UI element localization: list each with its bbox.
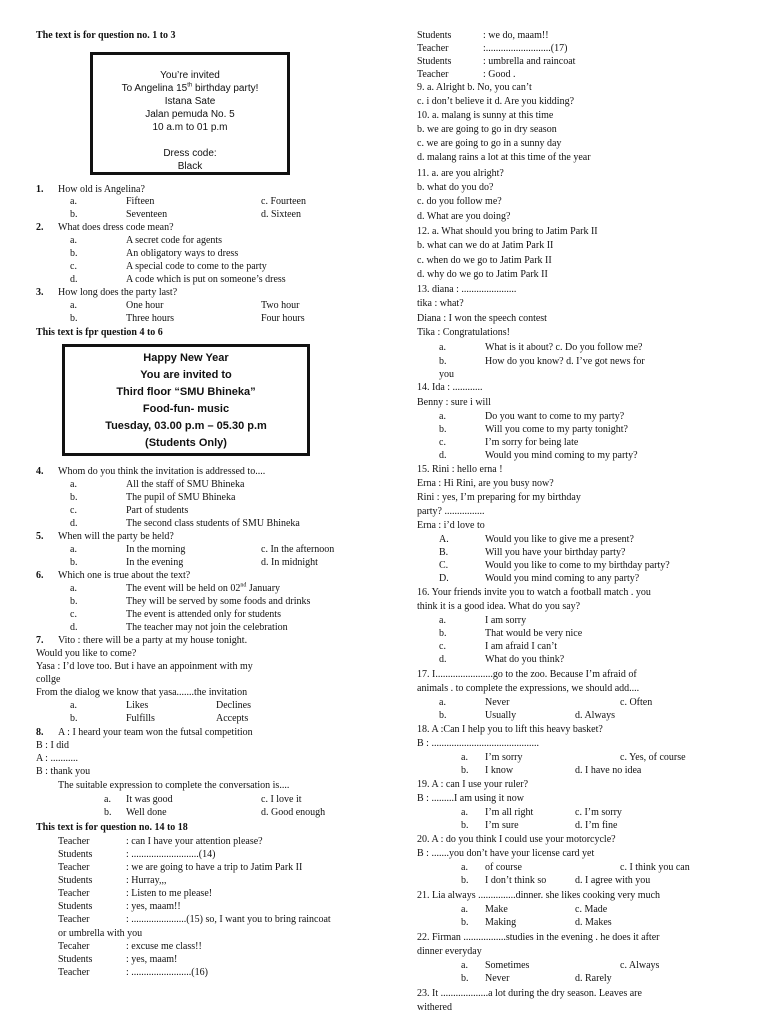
option-text: c. Yes, of course xyxy=(620,752,686,763)
option-label: b. xyxy=(439,424,447,435)
section-heading-1: The text is for question no. 1 to 3 xyxy=(36,30,176,41)
question-text: c. i don’t believe it d. Are you kidding? xyxy=(417,96,575,107)
speaker: Students xyxy=(58,954,93,965)
speaker: Teacher xyxy=(417,69,449,80)
invite-line: You’re invited xyxy=(160,70,220,81)
option-text: The pupil of SMU Bhineka xyxy=(126,492,236,503)
option-text: Usually xyxy=(485,710,517,721)
option-text: They will be served by some foods and drinks xyxy=(126,596,311,607)
option-label: b. xyxy=(70,557,78,568)
option-label: b. xyxy=(439,710,447,721)
option-label: a. xyxy=(70,583,77,594)
question-14: 14. Ida : ............ xyxy=(417,382,483,393)
question-20: 20. A : do you think I could use your motorcycle? xyxy=(417,834,616,845)
dialog-text: : yes, maam! xyxy=(126,954,178,965)
option-label: a. xyxy=(70,544,77,555)
option-text: Do you want to come to my party? xyxy=(485,411,625,422)
option-label: D. xyxy=(439,573,449,584)
speaker: Students xyxy=(417,56,452,67)
invite-line: Black xyxy=(177,161,203,172)
option-text: Fifteen xyxy=(126,196,155,207)
question-2: 2. What does dress code mean? xyxy=(36,222,174,233)
option-label: C. xyxy=(439,560,449,571)
option-text: Seventeen xyxy=(126,209,168,220)
question-text: Yasa : I’d love too. But i have an appoinment with my xyxy=(36,661,253,672)
invite-line xyxy=(93,134,287,147)
option-text: I don’t think so xyxy=(485,875,547,886)
option-text: It was good xyxy=(126,794,173,805)
invite-line: 10 a.m to 01 p.m xyxy=(152,122,228,133)
option-text: An obligatory ways to dress xyxy=(126,248,239,259)
dialog-text: : ...........................(14) xyxy=(126,849,216,860)
option-text: d. I have no idea xyxy=(575,765,642,776)
question-text: B : .......you don’t have your license card yet xyxy=(417,848,595,859)
option-text: Fulfills xyxy=(126,713,155,724)
invite-line: Third floor “SMU Bhineka” xyxy=(116,386,256,398)
dialog-text: : we are going to have a trip to Jatim Park II xyxy=(126,862,303,873)
question-text: think it is a good idea. What do you say? xyxy=(417,601,581,612)
question-text: withered xyxy=(417,1002,452,1013)
option-label: a. xyxy=(439,342,446,353)
question-text: B : ........................................... xyxy=(417,738,539,749)
speaker: Teacher xyxy=(58,888,90,899)
option-text: Declines xyxy=(216,700,251,711)
option-text: Four hours xyxy=(261,313,305,324)
birthday-invitation-card xyxy=(90,52,290,175)
question-text: Erna : Hi Rini, are you busy now? xyxy=(417,478,554,489)
option-label: d. xyxy=(70,518,78,529)
option-text: d. In midnight xyxy=(261,557,318,568)
question-3: 3. How long does the party last? xyxy=(36,287,178,298)
dialog-text: :..........................(17) xyxy=(483,43,568,54)
option-text: Would you like to give me a present? xyxy=(485,534,634,545)
question-text: Would you like to come? xyxy=(36,648,137,659)
question-22: 22. Firman .................studies in the evening . he does it after xyxy=(417,932,660,943)
question-text: d. malang rains a lot at this time of the year xyxy=(417,152,591,163)
speaker: Students xyxy=(417,30,452,41)
option-text: Three hours xyxy=(126,313,175,324)
option-text: In the evening xyxy=(126,557,184,568)
option-label: a. xyxy=(104,794,111,805)
option-label: a. xyxy=(439,615,446,626)
question-text: Tika : Congratulations! xyxy=(417,327,510,338)
dialog-text: : we do, maam!! xyxy=(483,30,549,41)
option-text: c. I love it xyxy=(261,794,302,805)
option-label: b. xyxy=(439,628,447,639)
option-label: a. xyxy=(70,196,77,207)
option-label: b. xyxy=(70,713,78,724)
option-label: c. xyxy=(70,609,77,620)
option-label: b. xyxy=(70,248,78,259)
option-text: I know xyxy=(485,765,514,776)
invite-line: Jalan pemuda No. 5 xyxy=(145,109,235,120)
dialog-text: : Listen to me please! xyxy=(126,888,213,899)
speaker: Teacher xyxy=(417,43,449,54)
option-text: c. Often xyxy=(620,697,653,708)
option-text: Will you have your birthday party? xyxy=(485,547,626,558)
option-label: b. xyxy=(70,596,78,607)
speaker: Tecaher xyxy=(58,941,90,952)
option-label: b. xyxy=(461,875,469,886)
question-text: B : .........I am using it now xyxy=(417,793,524,804)
invite-line: Istana Sate xyxy=(164,96,216,107)
option-text: Never xyxy=(485,973,510,984)
new-year-invitation-card xyxy=(62,344,310,456)
question-9: 9. a. Alright b. No, you can’t xyxy=(417,82,532,93)
speaker: Teacher xyxy=(58,862,90,873)
question-text: Diana : I won the speech contest xyxy=(417,313,547,324)
option-text: All the staff of SMU Bhineka xyxy=(126,479,245,490)
dialog-text: or umbrella with you xyxy=(58,928,143,939)
option-label: a. xyxy=(461,904,468,915)
option-text: Would you mind coming to my party? xyxy=(485,450,638,461)
option-text: c. Always xyxy=(620,960,660,971)
option-text: A secret code for agents xyxy=(126,235,223,246)
question-text: B : thank you xyxy=(36,766,91,777)
question-8: 8. A : I heard your team won the futsal competition xyxy=(36,727,253,738)
question-text: dinner everyday xyxy=(417,946,482,957)
option-label: a. xyxy=(70,700,77,711)
question-15: 15. Rini : hello erna ! xyxy=(417,464,503,475)
option-label: a. xyxy=(439,697,446,708)
question-19: 19. A : can I use your ruler? xyxy=(417,779,529,790)
option-text: c. Made xyxy=(575,904,608,915)
speaker: Students xyxy=(58,901,93,912)
option-label: b. xyxy=(104,807,112,818)
speaker: Teacher xyxy=(58,914,90,925)
section-heading-3: This text is for question no. 14 to 18 xyxy=(36,822,188,833)
speaker: Teacher xyxy=(58,836,90,847)
dialog-text: : umbrella and raincoat xyxy=(483,56,576,67)
question-text: animals . to complete the expressions, we should add.... xyxy=(417,683,640,694)
option-text: I’m all right xyxy=(485,807,534,818)
option-text: Well done xyxy=(126,807,167,818)
question-17: 17. I.......................go to the zoo. Because I’m afraid of xyxy=(417,669,637,680)
question-text: b. what do you do? xyxy=(417,182,494,193)
option-text: Would you mind coming to any party? xyxy=(485,573,640,584)
question-text: d. What are you doing? xyxy=(417,211,511,222)
option-label: c. xyxy=(439,641,446,652)
option-text: Part of students xyxy=(126,505,189,516)
option-text: I am sorry xyxy=(485,615,527,626)
option-text: Never xyxy=(485,697,510,708)
invite-line: Food-fun- music xyxy=(142,403,230,415)
option-text: d. Makes xyxy=(575,917,612,928)
option-label: b. xyxy=(70,313,78,324)
question-text: c. we are going to go in a sunny day xyxy=(417,138,562,149)
option-label: c. xyxy=(439,437,446,448)
question-text: Erna : i’d love to xyxy=(417,520,485,531)
question-text: c. when do we go to Jatim Park II xyxy=(417,255,552,266)
option-label: d. xyxy=(439,450,447,461)
option-label: c. xyxy=(70,505,77,516)
option-label: b. xyxy=(461,917,469,928)
option-text: d. Sixteen xyxy=(261,209,301,220)
option-text: One hour xyxy=(126,300,164,311)
option-label: b. xyxy=(439,356,447,367)
option-text: I’m sorry xyxy=(485,752,523,763)
question-text: Rini : yes, I’m preparing for my birthday xyxy=(417,492,581,503)
section-heading-2: This text is fpr question 4 to 6 xyxy=(36,327,163,338)
option-text: c. In the afternoon xyxy=(261,544,335,555)
option-text: In the morning xyxy=(126,544,186,555)
option-label: a. xyxy=(70,235,77,246)
question-10: 10. a. malang is sunny at this time xyxy=(417,110,554,121)
option-label: B. xyxy=(439,547,449,558)
option-label: b. xyxy=(461,973,469,984)
option-text: The event is attended only for students xyxy=(126,609,281,620)
option-label: b. xyxy=(461,820,469,831)
question-7: 7. Vito : there will be a party at my house tonight. xyxy=(36,635,248,646)
option-text: A special code to come to the party xyxy=(126,261,267,272)
option-label: c. xyxy=(70,261,77,272)
option-label: d. xyxy=(70,622,78,633)
option-label: b. xyxy=(461,765,469,776)
option-text: c. Fourteen xyxy=(261,196,306,207)
option-label: a. xyxy=(461,960,468,971)
dialog-text: : yes, maam!! xyxy=(126,901,181,912)
question-16: 16. Your friends invite you to watch a football match . you xyxy=(417,587,651,598)
option-label: a. xyxy=(461,752,468,763)
question-5: 5. When will the party be held? xyxy=(36,531,174,542)
option-label: A. xyxy=(439,534,449,545)
invite-line: Tuesday, 03.00 p.m – 05.30 p.m xyxy=(105,420,267,432)
option-text: I am afraid I can’t xyxy=(485,641,557,652)
question-text: From the dialog we know that yasa.......the invitation xyxy=(36,687,248,698)
dialog-text: : can I have your attention please? xyxy=(126,836,263,847)
question-6: 6. Which one is true about the text? xyxy=(36,570,191,581)
option-label: d. xyxy=(70,274,78,285)
question-text: b. what can we do at Jatim Park II xyxy=(417,240,554,251)
option-text: Accepts xyxy=(216,713,249,724)
invite-line: You are invited to xyxy=(140,369,232,381)
question-text: B : I did xyxy=(36,740,70,751)
option-text: c. I think you can xyxy=(620,862,690,873)
option-text: d. I agree with you xyxy=(575,875,651,886)
option-text: Will you come to my party tonight? xyxy=(485,424,628,435)
dialog-text: : ......................(15) so, I want you to bring raincoat xyxy=(126,914,331,925)
question-text: b. we are going to go in dry season xyxy=(417,124,557,135)
option-label: a. xyxy=(461,862,468,873)
option-text: Two hour xyxy=(261,300,300,311)
question-text: tika : what? xyxy=(417,298,464,309)
question-text: party? ................ xyxy=(417,506,485,517)
question-11: 11. a. are you alright? xyxy=(417,168,504,179)
dialog-text: : ........................(16) xyxy=(126,967,208,978)
option-label: a. xyxy=(70,300,77,311)
option-text: Make xyxy=(485,904,508,915)
option-text: Sometimes xyxy=(485,960,530,971)
option-text: What do you think? xyxy=(485,654,565,665)
option-label: a. xyxy=(70,479,77,490)
option-label: d. xyxy=(439,654,447,665)
question-text: d. why do we go to Jatim Park II xyxy=(417,269,548,280)
option-text: That would be very nice xyxy=(485,628,583,639)
speaker: Students xyxy=(58,875,93,886)
question-18: 18. A :Can I help you to lift this heavy basket? xyxy=(417,724,603,735)
option-text: Making xyxy=(485,917,517,928)
question-text: collge xyxy=(36,674,61,685)
speaker: Teacher xyxy=(58,967,90,978)
option-label: b. xyxy=(70,492,78,503)
question-4: 4. Whom do you think the invitation is addressed to.... xyxy=(36,466,266,477)
option-text: c. I’m sorry xyxy=(575,807,622,818)
question-21: 21. Lia always ...............dinner. she likes cooking very much xyxy=(417,890,661,901)
question-13: 13. diana : ...................... xyxy=(417,284,517,295)
option-text: Likes xyxy=(126,700,149,711)
option-text: d. Always xyxy=(575,710,615,721)
question-text: c. do you follow me? xyxy=(417,196,502,207)
question-text: Benny : sure i will xyxy=(417,397,491,408)
question-text: A : ........... xyxy=(36,753,78,764)
option-text: Would you like to come to my birthday party? xyxy=(485,560,670,571)
option-text: A code which is put on someone’s dress xyxy=(126,274,286,285)
option-text: you xyxy=(439,369,454,380)
option-text: of course xyxy=(485,862,522,873)
option-text: d. I’m fine xyxy=(575,820,618,831)
option-text: I’m sure xyxy=(485,820,519,831)
question-12: 12. a. What should you bring to Jatim Park II xyxy=(417,226,598,237)
option-label: a. xyxy=(439,411,446,422)
option-label: b. xyxy=(70,209,78,220)
option-text: The teacher may not join the celebration xyxy=(126,622,288,633)
question-1: 1. How old is Angelina? xyxy=(36,184,145,195)
option-text: The second class students of SMU Bhineka xyxy=(126,518,300,529)
invite-line: Happy New Year xyxy=(143,352,229,364)
question-text: The suitable expression to complete the conversation is.... xyxy=(58,780,290,791)
speaker: Students xyxy=(58,849,93,860)
option-text: The event will be held on 02nd January xyxy=(126,582,281,594)
dialog-text: : Good . xyxy=(483,69,516,80)
question-23: 23. It ...................a lot during the dry season. Leaves are xyxy=(417,988,642,999)
invite-line: Dress code: xyxy=(163,148,217,159)
invite-line: To Angelina 15th birthday party! xyxy=(121,82,259,94)
option-text: d. Good enough xyxy=(261,807,326,818)
option-text: d. Rarely xyxy=(575,973,612,984)
dialog-text: : Hurray,,, xyxy=(126,875,167,886)
invite-line: (Students Only) xyxy=(145,437,227,449)
option-text: How do you know? d. I’ve got news for xyxy=(485,356,645,367)
dialog-text: : excuse me class!! xyxy=(126,941,202,952)
option-text: I’m sorry for being late xyxy=(485,437,579,448)
option-label: a. xyxy=(461,807,468,818)
option-text: What is it about? c. Do you follow me? xyxy=(485,342,643,353)
